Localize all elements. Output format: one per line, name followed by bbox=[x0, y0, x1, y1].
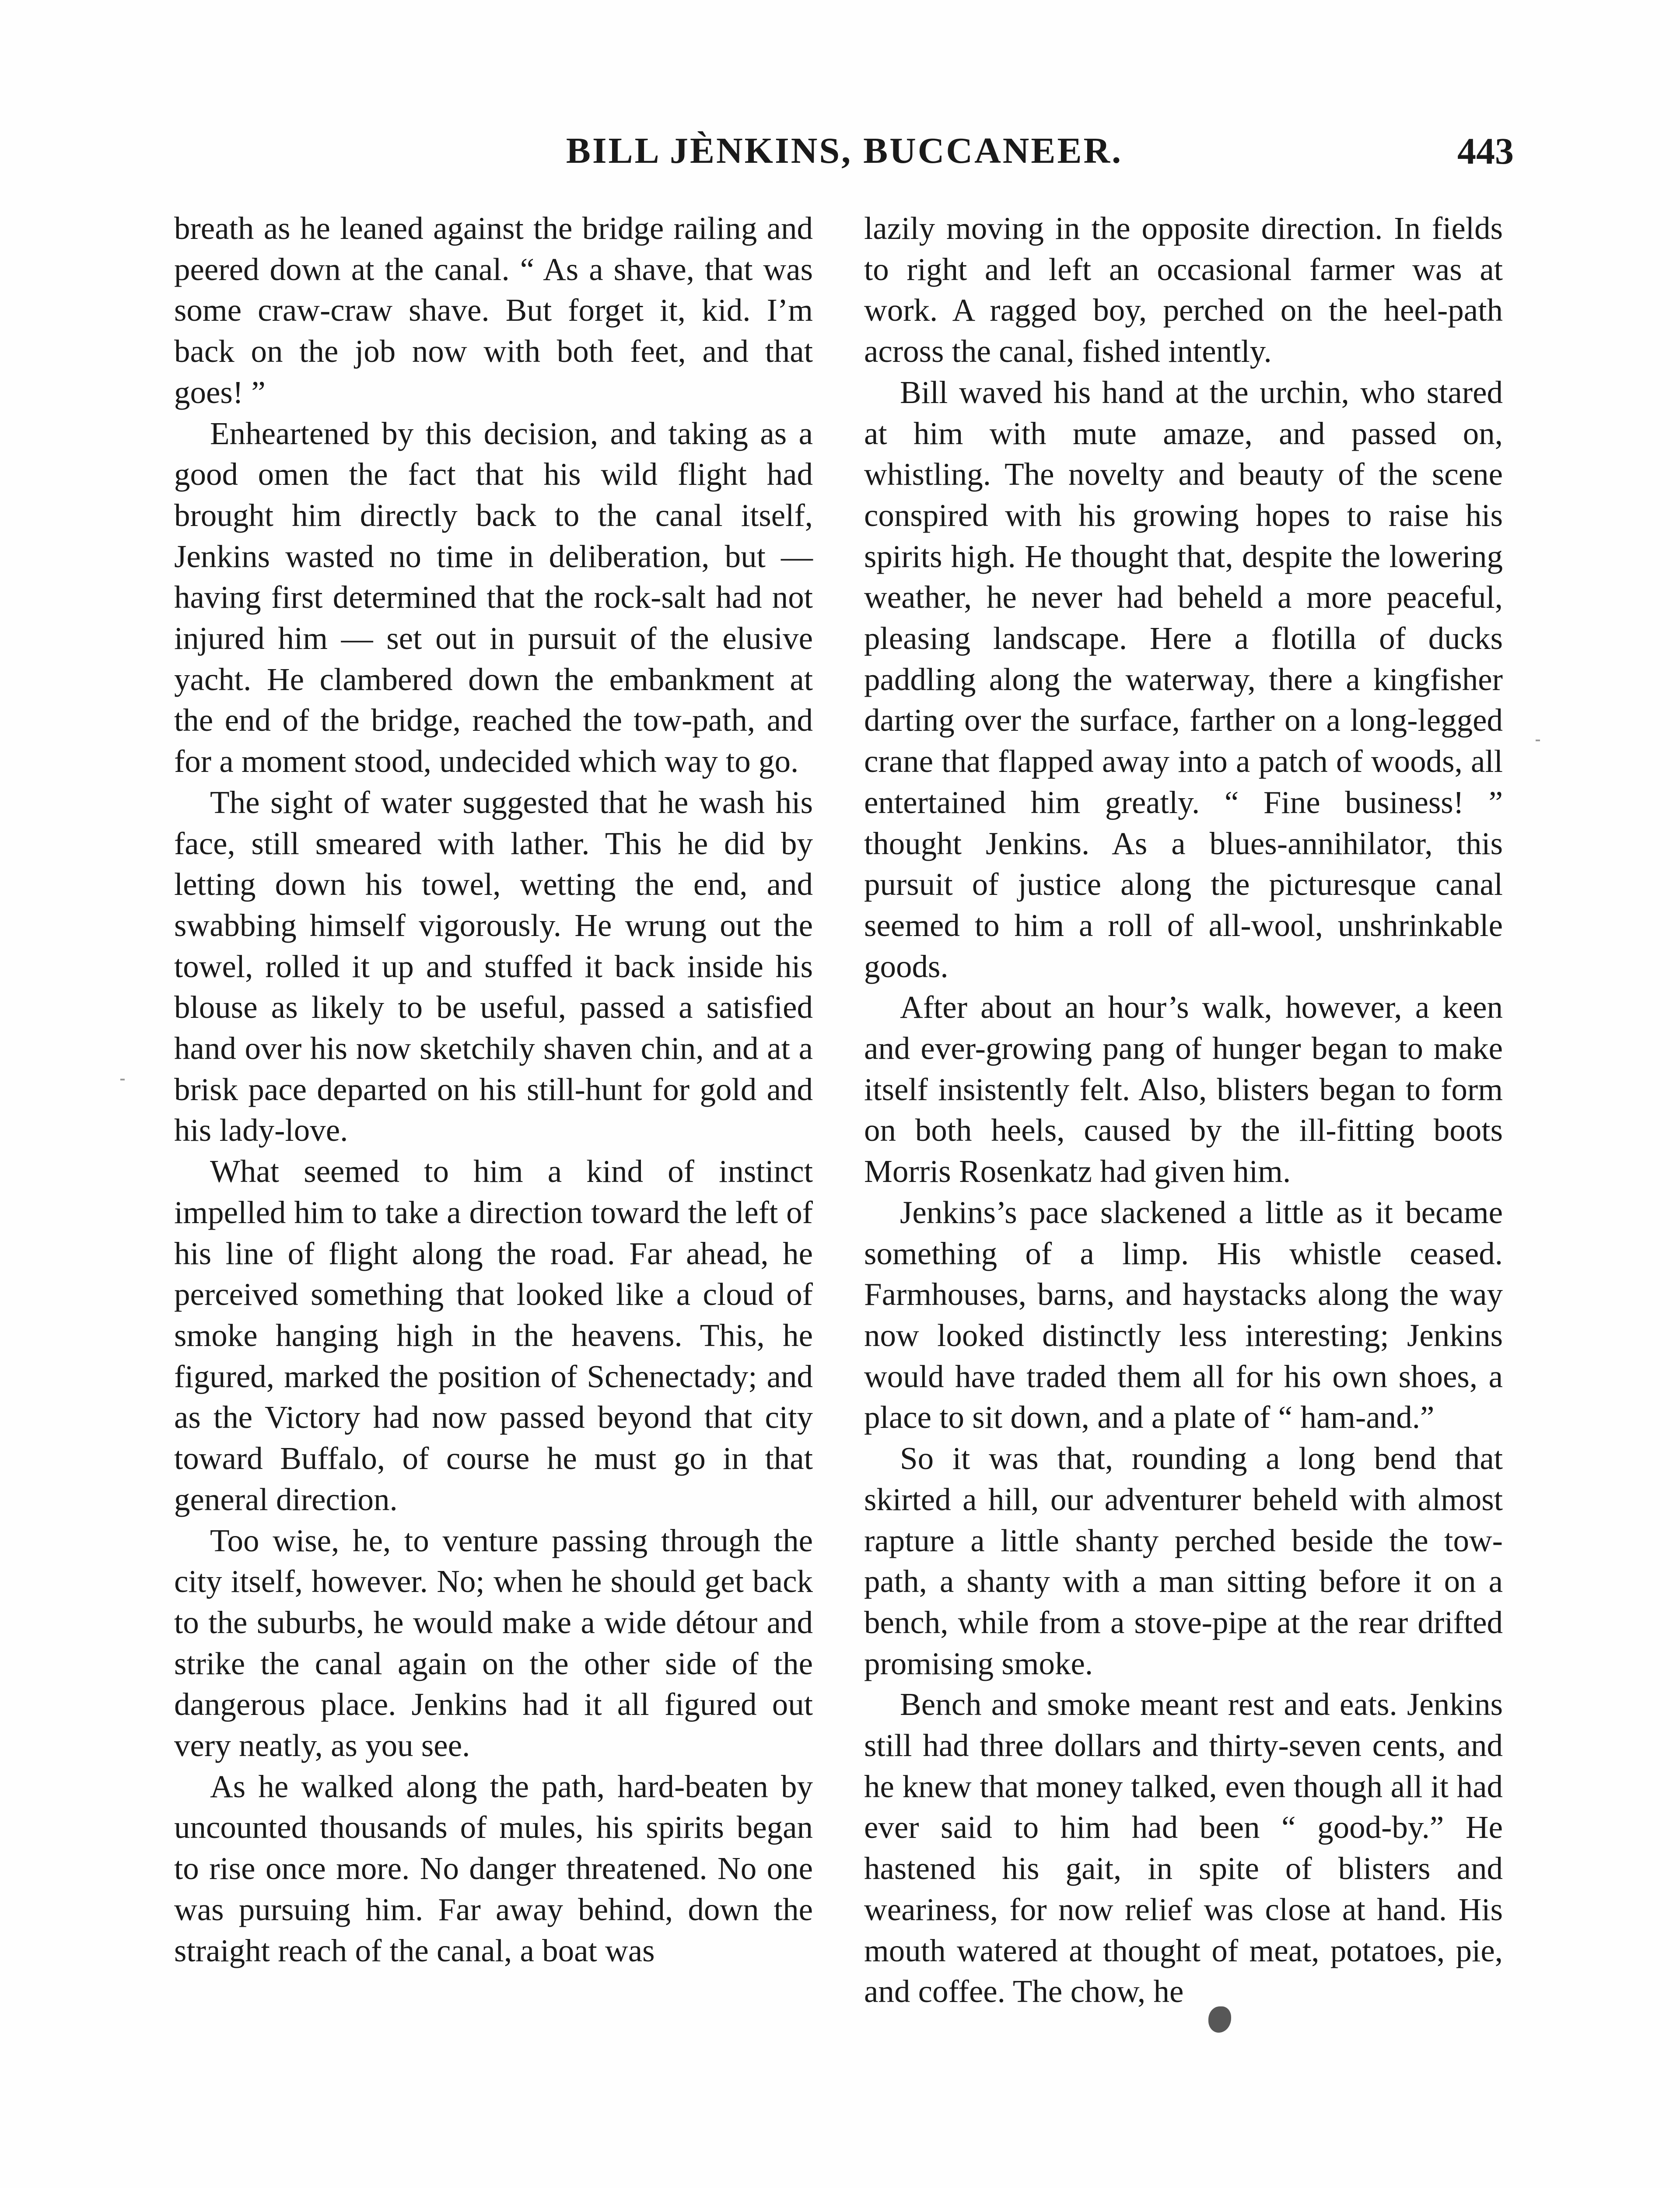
paragraph: Jenkins’s pace slackened a little as it became something of a limp. His whistle ceased. Farmhouses, barns, and haystacks along the way now looked distinctly less interesting; Jenkins would have traded them all for his own shoes, a place to sit down, and a plate of “ ham-and.” bbox=[864, 1194, 1503, 1435]
paragraph: Bench and smoke meant rest and eats. Jenkins still had three dollars and thirty-seven cents, and he knew that money talked, even though all it had ever said to him had been “ good-by.” He hastened his gait, in spite of blisters and weariness, for now relief was close at hand. His mouth watered at thought of meat, potatoes, pie, and coffee. The chow, he bbox=[864, 1687, 1503, 2009]
paragraph: Bill waved his hand at the urchin, who stared at him with mute amaze, and passed on, whistling. The novelty and beauty of the scene conspired with his growing hopes to raise his spirits high. He thought that, despite the lowering weather, he never had beheld a more peaceful, pleasing landscape. Here a flotilla of ducks paddling along the waterway, there a kingfisher darting over the surface, farther on a long-legged crane that flapped away into a patch of woods, all entertained him greatly. “ Fine business! ” thought Jenkins. As a blues-annihilator, this pursuit of justice along the picturesque canal seemed to him a roll of all-wool, unshrinkable goods. bbox=[864, 374, 1503, 984]
speck bbox=[120, 1079, 125, 1080]
paragraph: So it was that, rounding a long bend that skirted a hill, our adventurer beheld with almost rapture a little shanty perched beside the tow-path, a shanty with a man sitting before it on a bench, while from a stove-pipe at the rear drifted promising smoke. bbox=[864, 1441, 1503, 1681]
paragraph: lazily moving in the opposite direction. In fields to right and left an occasional farmer was at work. A ragged boy, perched on the heel-path across the canal, fished intently. bbox=[864, 210, 1503, 369]
paragraph: Enheartened by this decision, and taking as a good omen the fact that his wild flight had brought him directly back to the canal itself, Jenkins wasted no time in deliberation, but — having first determined that the rock-salt had not injured him — set out in pursuit of the elusive yacht. He clambered down the embankment at the end of the bridge, reached the tow-path, and for a moment stood, undecided which way to go. bbox=[174, 415, 813, 779]
running-head bbox=[175, 127, 1514, 175]
ink-blot bbox=[1208, 2006, 1231, 2033]
paragraph: The sight of water suggested that he wash his face, still smeared with lather. This he did by letting down his towel, wetting the end, and swabbing himself vigorously. He wrung out the towel, rolled it up and stuffed it back inside his blouse as likely to be useful, passed a satisfied hand over his now sketchily shaven chin, and at a brisk pace departed on his still-hunt for gold and his lady-love. bbox=[174, 784, 813, 1148]
page-number: 443 bbox=[1457, 130, 1514, 172]
running-title: BILL JÈNKINS, BUCCANEER. bbox=[566, 130, 1123, 171]
paragraph: Too wise, he, to venture passing through the city itself, however. No; when he should get back to the suburbs, he would make a wide détour and strike the canal again on the other side of the dangerous place. Jenkins had it all figured out very neatly, as you see. bbox=[174, 1522, 813, 1764]
right-column bbox=[864, 208, 1503, 2012]
left-column bbox=[174, 208, 813, 1971]
paragraph: breath as he leaned against the bridge railing and peered down at the canal. “ As a shave, that was some craw-craw shave. But forget it, kid. I’m back on the job now with both feet, and that goes! ” bbox=[174, 210, 813, 410]
speck bbox=[1536, 740, 1540, 741]
paragraph: What seemed to him a kind of instinct impelled him to take a direction toward the left of his line of flight along the road. Far ahead, he perceived something that looked like a cloud of smoke hanging high in the heavens. This, he figured, marked the position of Schenectady; and as the Victory had now passed beyond that city toward Buffalo, of course he must go in that general direction. bbox=[174, 1154, 813, 1517]
paragraph: As he walked along the path, hard-beaten by uncounted thousands of mules, his spirits began to rise once more. No danger threatened. No one was pursuing him. Far away behind, down the straight reach of the canal, a boat was bbox=[174, 1768, 813, 1968]
paragraph: After about an hour’s walk, however, a keen and ever-growing pang of hunger began to make itself insistently felt. Also, blisters began to form on both heels, caused by the ill-fitting boots Morris Rosenkatz had given him. bbox=[864, 989, 1503, 1189]
